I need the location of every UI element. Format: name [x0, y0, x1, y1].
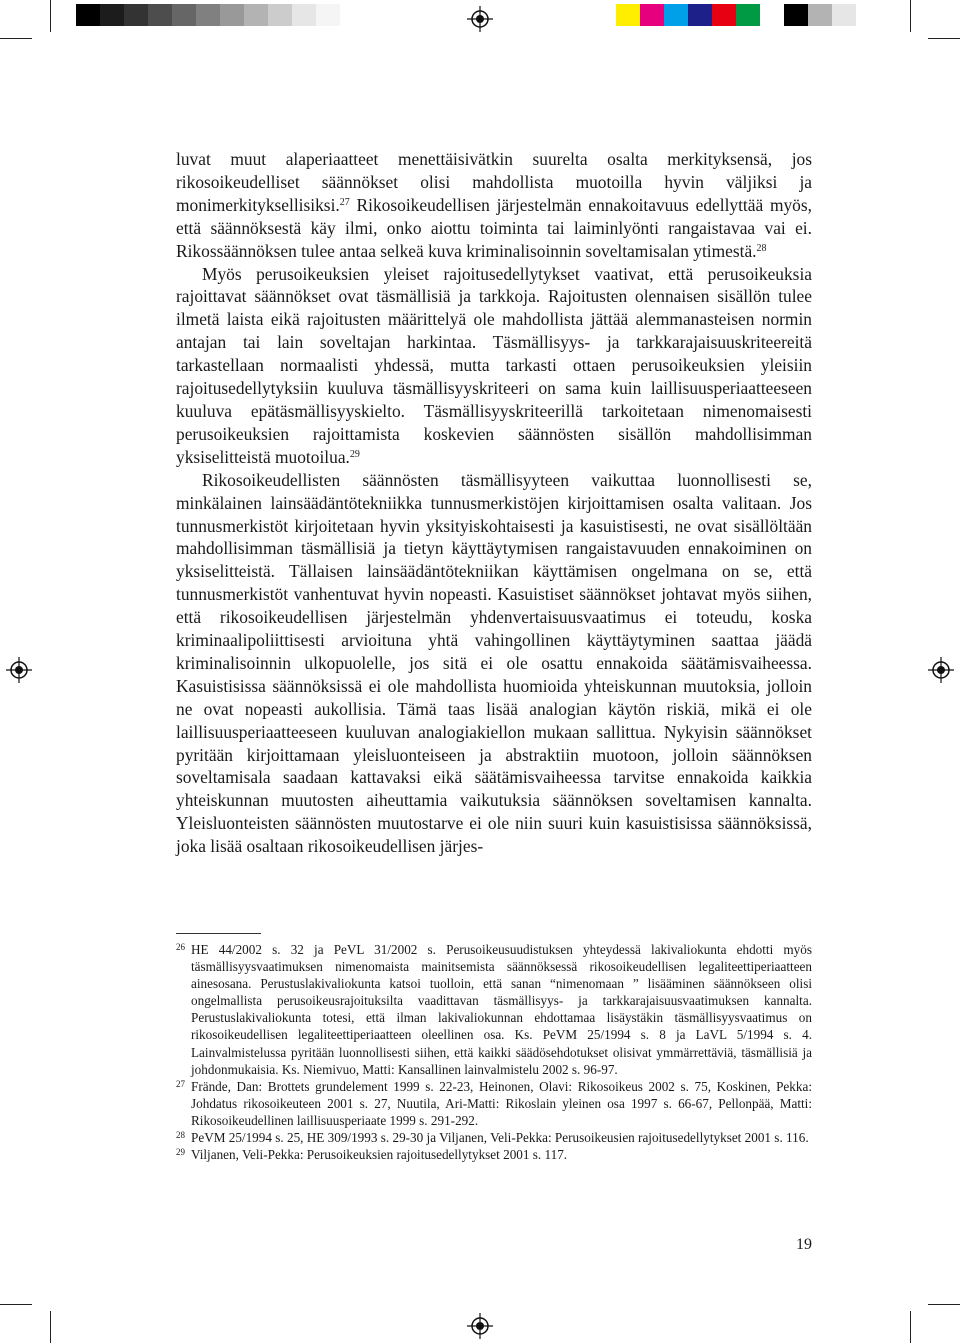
grayscale-calibration-strip	[76, 4, 340, 26]
footnote-reference: 27	[339, 196, 350, 208]
footnote-number: 28	[176, 1130, 185, 1141]
body-paragraph	[176, 263, 812, 469]
color-swatch	[712, 4, 736, 26]
paragraph-text: Myös perusoikeuksien yleiset rajoitusedellytykset vaativat, että perusoikeuksia rajoittavat säännökset ovat täsmällisiä ja tarkkoja. Rajoitusten olennaisen sisällön tulee ilmetä laista eikä rajoitusten määrittelyä ole mahdollista jättää alemmanasteisen normin antajan tai lain soveltajan harkintaa. Täsmällisyys- ja tarkkarajaisuuskriteereitä tarkastellaan normaalisti yhdessä, mutta tarkasti ottaen perusoikeuksien yleisiin rajoitusedellytyksiin kuuluva täsmällisyyskriteeri on sama kuin laillisuusperiaatteeseen kuuluva epätäsmällisyyskielto. Täsmällisyyskriteerillä tarkoitetaan nimenomaisesti perusoikeuksien rajoittamista koskevien säännösten sisällön mahdollisimman yksiselitteistä muotoilua.	[176, 263, 812, 467]
color-swatch	[784, 4, 808, 26]
footnote	[176, 1078, 812, 1129]
footnote-reference: 28	[756, 242, 767, 254]
crop-mark	[50, 0, 51, 32]
body-paragraph	[176, 148, 812, 263]
gray-swatch	[76, 4, 100, 26]
paragraph-text: Rikosoikeudellisten säännösten täsmällisyyteen vaikuttaa luonnollisesti se, minkälainen lainsäädäntötekniikka tunnusmerkistöjen kirjoittamisen osalta valitaan. Jos tunnusmerkistöt kirjoitetaan hyvin yksityiskohtaisesti ja kasuistisesti, ne ovat sisällöltään mahdollisimman täsmällisiä ja tietyn käyttäytymisen rangaistavuuden ennakoiminen on yksiselitteistä. Tällaisen lainsäädäntötekniikan käyttämisen ongelmana on se, että tunnusmerkistöt vanhentuvat hyvin nopeasti. Kasuistiset säännökset johtavat myös siihen, että rikosoikeudellisen järjestelmän yhdenvertaisuusvaatimus ei toteudu, koska kriminaalipoliittisesti arvioituna yhtä vahingollinen käyttäytyminen saattaa jäädä kriminalisoinnin ulkopuolelle, jos sitä ei ole osattu ennakoida säätämisvaiheessa. Kasuistisissa säännöksissä ei ole mahdollista huomioida yhteiskunnan muutoksia, jolloin ne ovat nopeasti aukollisia. Tämä taas lisää analogian käytön riskiä, mikä ei ole laillisuusperiaatteeseen kuuluvan analogiakiellon mukaan sallittua. Nykyisin säännökset pyritään kirjoittamaan yleisluonteiseen ja abstraktiin muotoon, jolloin säännöksen soveltamisala saadaan kattavaksi eikä säätämisvaiheessa tarvitse ennakoida kaikkia yhteiskunnan muutosten aiheuttamia vaikutuksia säännöksen soveltamisen kannalta. Yleisluonteisten säännösten muutostarve ei ole niin suuri kuin kasuistisissa säännöksissä, joka lisää osaltaan rikosoikeudellisen järjes-	[176, 469, 812, 857]
gray-swatch	[100, 4, 124, 26]
footnote-reference: 29	[349, 448, 360, 460]
color-swatch	[808, 4, 832, 26]
gray-swatch	[172, 4, 196, 26]
footnotes	[176, 941, 812, 1163]
gray-swatch	[292, 4, 316, 26]
body-text	[176, 148, 812, 858]
gray-swatch	[268, 4, 292, 26]
registration-mark-icon	[467, 1313, 493, 1339]
color-calibration-strip	[616, 4, 856, 26]
footnote-number: 27	[176, 1078, 185, 1089]
footnote-text: PeVM 25/1994 s. 25, HE 309/1993 s. 29-30 ja Viljanen, Veli-Pekka: Perusoikeusien rajoitusedellytykset 2001 s. 116.	[191, 1130, 809, 1146]
footnote	[176, 1129, 812, 1146]
color-swatch	[616, 4, 640, 26]
body-paragraph	[176, 469, 812, 858]
footnote-text: Viljanen, Veli-Pekka: Perusoikeuksien rajoitusedellytykset 2001 s. 117.	[191, 1147, 568, 1163]
color-swatch	[688, 4, 712, 26]
registration-mark-icon	[467, 6, 493, 32]
page-number: 19	[796, 1236, 812, 1253]
crop-mark	[910, 0, 911, 32]
footnote-text: HE 44/2002 s. 32 ja PeVL 31/2002 s. Perusoikeusuudistuksen yhteydessä lakivaliokunta ehdotti myös täsmällisyysvaatimuksen nimenomaista mainitsemista säännöksessä rikosoikeudellisen legaliteettiperiaatteen ainesosana. Perustuslakivaliokunta katsoi tuolloin, että sanan “nimenomaan ” lisääminen säännökseen olisi ongelmallista perusoikeusrajoituksilta vaadittavan täsmällisyys- ja tarkkarajaisuusvaatimuksen kannalta. Perustuslakivaliokunta totesi, että ilman lakivaliokunnan ehdottamaa lisäystäkin täsmällisyysvaatimus on rikosoikeudellisen legaliteettiperiaatteen oleellinen osa. Ks. PeVM 25/1994 s. 8 ja LaVL 5/1994 s. 4. Lainvalmistelussa pyritään luonnollisesti siihen, että kaikki säädösehdotukset olisivat ymmärrettäviä, täsmällisiä ja johdonmukaisia. Ks. Niemivuo, Matti: Kansallinen lainvalmistelu 2002 s. 96-97.	[191, 942, 812, 1077]
crop-mark	[928, 1304, 960, 1305]
footnote-separator	[176, 933, 261, 934]
color-swatch	[760, 4, 784, 26]
gray-swatch	[220, 4, 244, 26]
crop-mark	[0, 1304, 32, 1305]
gray-swatch	[124, 4, 148, 26]
color-swatch	[664, 4, 688, 26]
registration-mark-icon	[6, 657, 32, 683]
footnote	[176, 941, 812, 1078]
gray-swatch	[316, 4, 340, 26]
color-swatch	[832, 4, 856, 26]
crop-mark	[928, 38, 960, 39]
footnote-number: 26	[176, 942, 185, 952]
paragraph-text: Rikosoikeudellisen järjestelmän ennakoitavuus edellyttää myös, että säännöksestä käy ilmi, onko aiottu toiminta tai laiminlyönti rangaistavaa vai ei. Rikossäännöksen tulee antaa selkeä kuva kriminalisoinnin soveltamisalan ytimestä.	[176, 194, 812, 261]
crop-mark	[910, 1311, 911, 1343]
registration-mark-icon	[928, 657, 954, 683]
crop-mark	[50, 1311, 51, 1343]
gray-swatch	[148, 4, 172, 26]
footnote-number: 29	[176, 1147, 185, 1158]
gray-swatch	[196, 4, 220, 26]
gray-swatch	[244, 4, 268, 26]
crop-mark	[0, 38, 32, 39]
paragraph-text: luvat muut alaperiaatteet menettäisivätkin suurelta osalta merkityksensä, jos rikosoikeudelliset säännökset olisi mahdollista muotoilla hyvin väljiksi ja monimerkityksellisiksi.	[176, 149, 812, 215]
footnote-text: Frände, Dan: Brottets grundelement 1999 s. 22-23, Heinonen, Olavi: Rikosoikeus 2002 s. 75, Koskinen, Pekka: Johdatus rikosoikeuteen 2001 s. 27, Nuutila, Ari-Matti: Rikoslain yleinen osa 1997 s. 66-67, Pellonpää, Matti: Rikosoikeudellinen laillisuusperiaate 1999 s. 291-292.	[191, 1078, 812, 1128]
footnote	[176, 1146, 812, 1163]
color-swatch	[736, 4, 760, 26]
color-swatch	[640, 4, 664, 26]
